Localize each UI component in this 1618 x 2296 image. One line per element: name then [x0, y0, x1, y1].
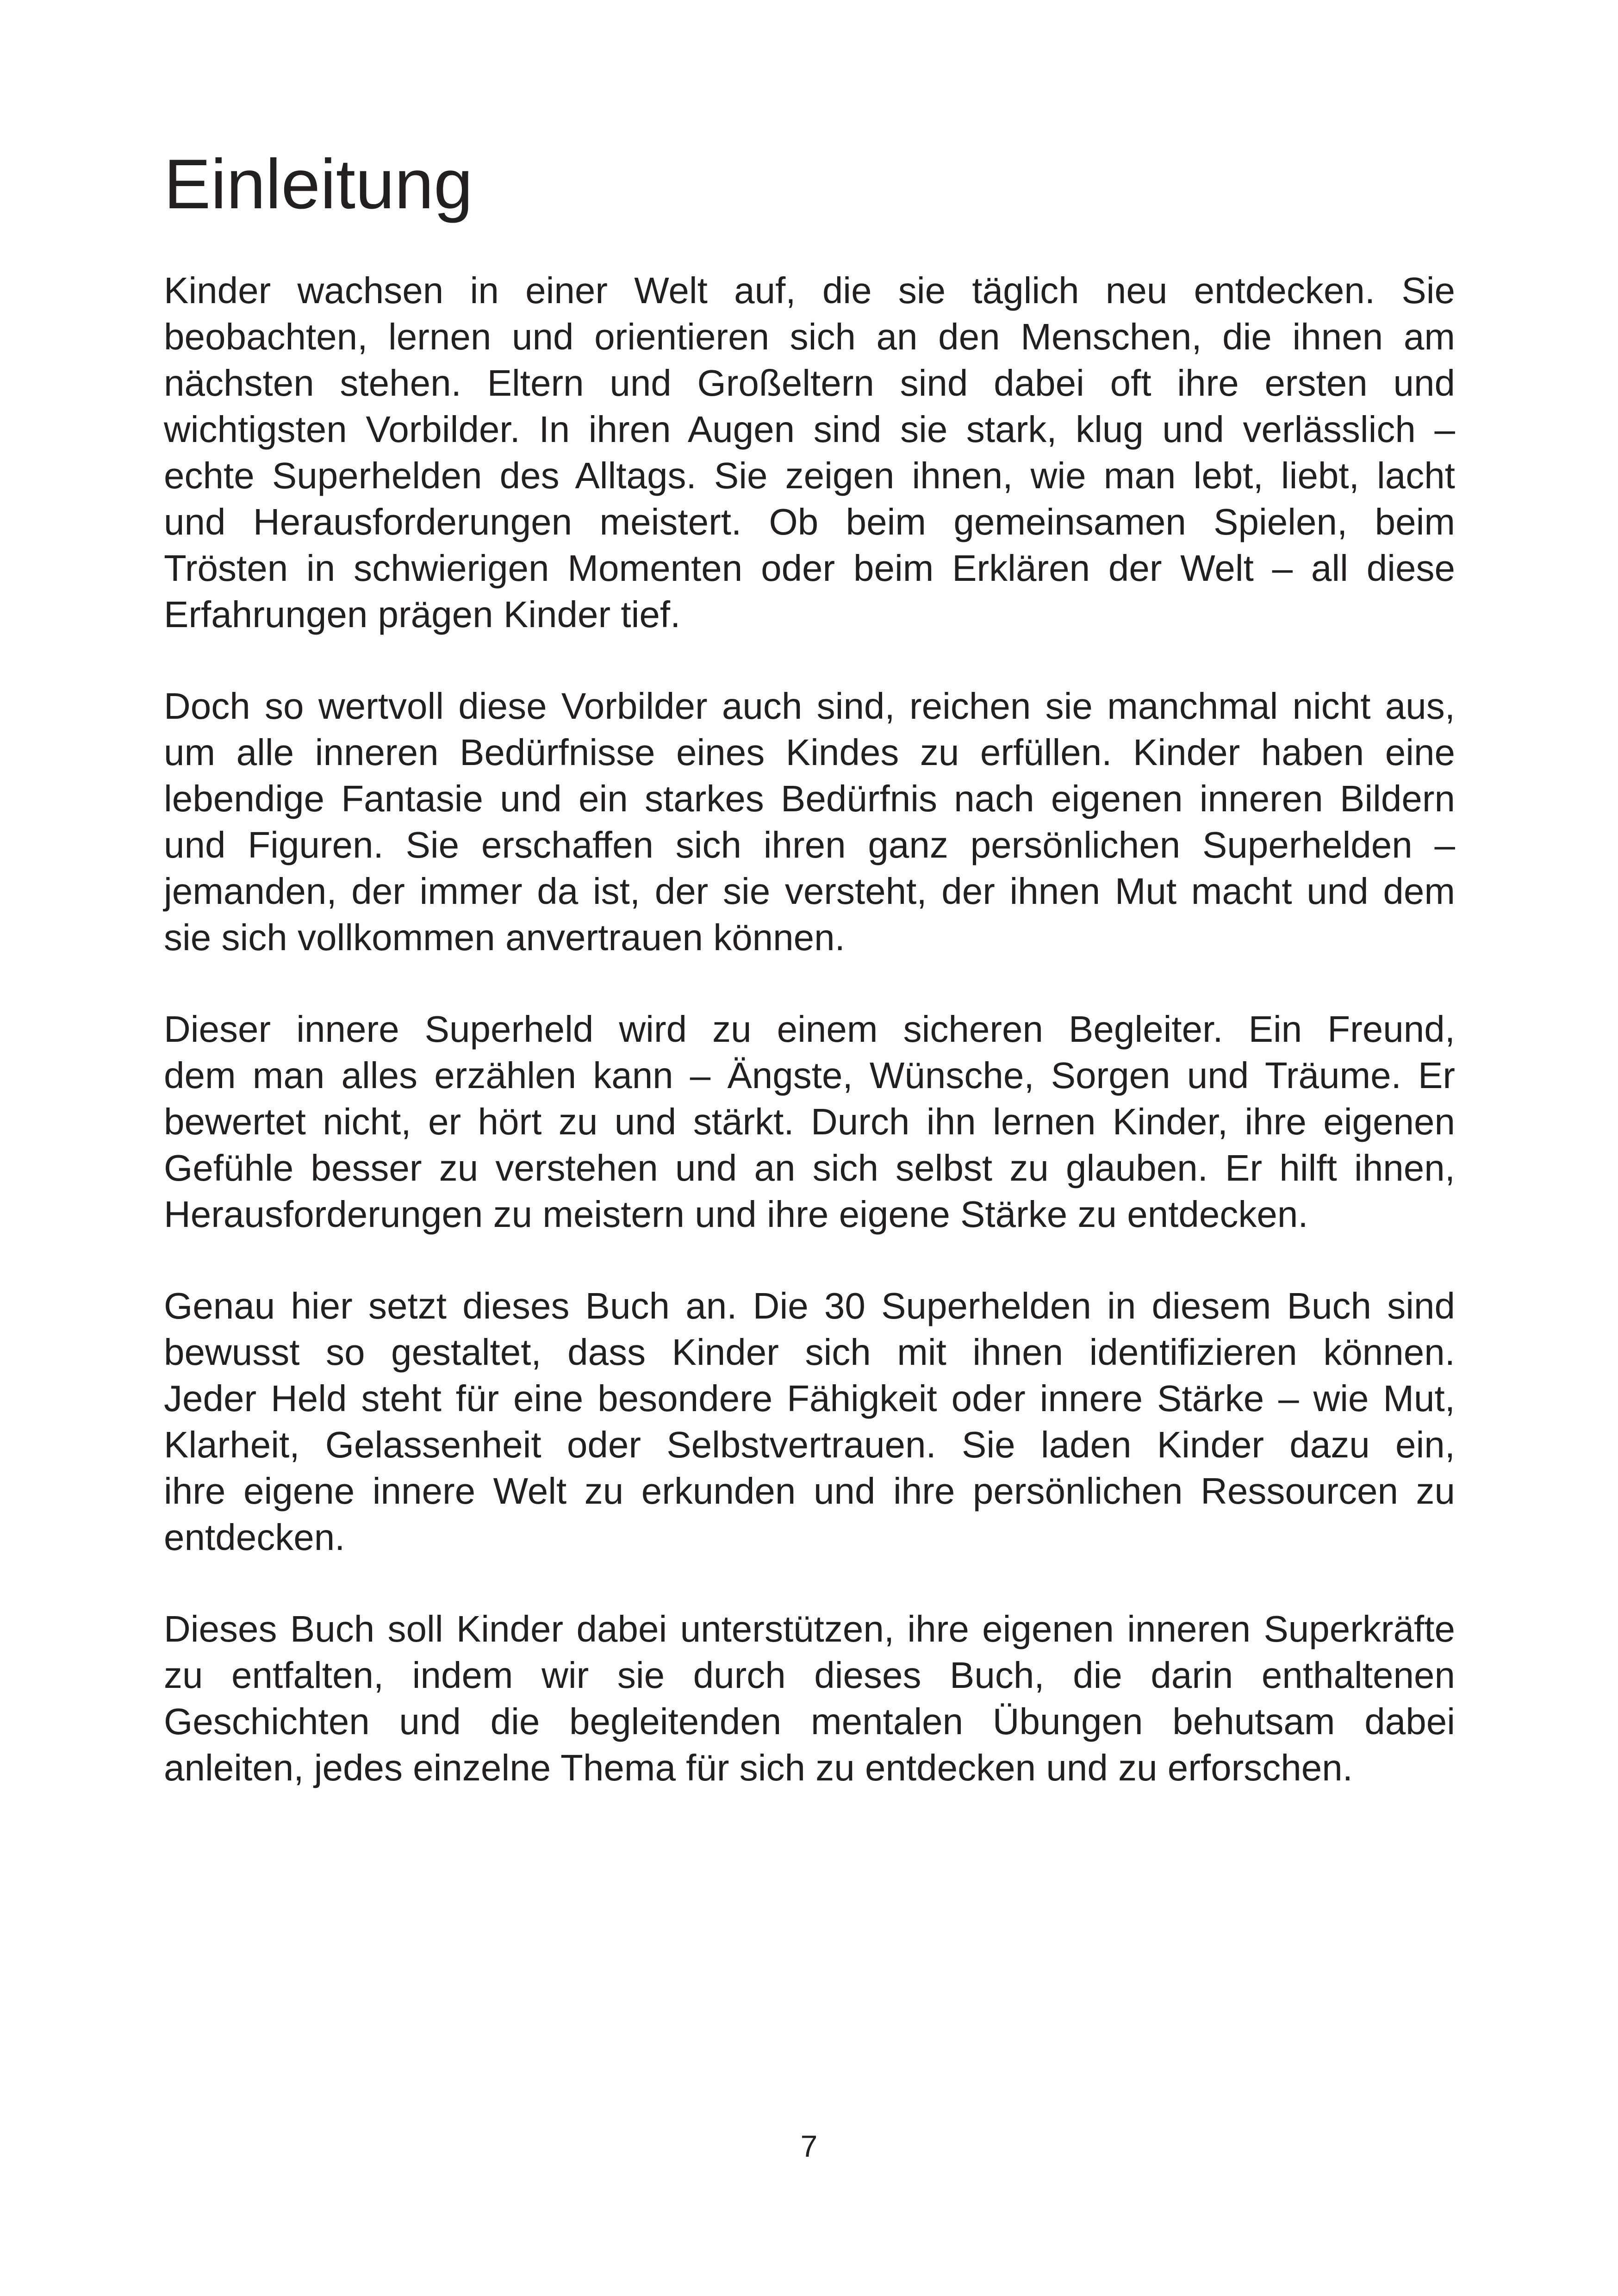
text-line: sie sich vollkommen anvertrauen können. [164, 917, 845, 958]
text-line: Gefühle besser zu verstehen und an sich selbst zu glauben. Er hilft ihnen, [164, 1147, 1455, 1188]
text-line: wichtigsten Vorbilder. In ihren Augen sind sie stark, klug und verlässlich – [164, 409, 1455, 450]
text-line: Dieser innere Superheld wird zu einem sicheren Begleiter. Ein Freund, [164, 1008, 1455, 1050]
body-text [164, 268, 1455, 1836]
text-line: dem man alles erzählen kann – Ängste, Wünsche, Sorgen und Träume. Er [164, 1055, 1455, 1096]
paragraph-3 [164, 1006, 1455, 1238]
paragraph-2 [164, 683, 1455, 961]
text-line: Erfahrungen prägen Kinder tief. [164, 594, 681, 635]
paragraph-1 [164, 268, 1455, 638]
text-line: und Figuren. Sie erschaffen sich ihren ganz persönlichen Superhelden – [164, 824, 1455, 865]
text-line: Kinder wachsen in einer Welt auf, die sie täglich neu entdecken. Sie [164, 270, 1455, 311]
text-line: Klarheit, Gelassenheit oder Selbstvertrauen. Sie laden Kinder dazu ein, [164, 1424, 1455, 1465]
text-line: um alle inneren Bedürfnisse eines Kindes zu erfüllen. Kinder haben eine [164, 732, 1455, 773]
page-title: Einleitung [164, 145, 473, 224]
paragraph-4 [164, 1283, 1455, 1561]
text-line: bewusst so gestaltet, dass Kinder sich mit ihnen identifizieren können. [164, 1332, 1455, 1373]
text-line: ihre eigene innere Welt zu erkunden und ihre persönlichen Ressourcen zu [164, 1470, 1455, 1512]
text-line: lebendige Fantasie und ein starkes Bedürfnis nach eigenen inneren Bildern [164, 778, 1455, 819]
page-number: 7 [800, 2129, 818, 2163]
text-line: Geschichten und die begleitenden mentalen Übungen behutsam dabei [164, 1701, 1455, 1742]
text-line: Jeder Held steht für eine besondere Fähigkeit oder innere Stärke – wie Mut, [164, 1378, 1455, 1419]
text-line: nächsten stehen. Eltern und Großeltern sind dabei oft ihre ersten und [164, 362, 1455, 404]
text-line: Trösten in schwierigen Momenten oder beim Erklären der Welt – all diese [164, 548, 1455, 589]
text-line: beobachten, lernen und orientieren sich an den Menschen, die ihnen am [164, 316, 1455, 357]
paragraph-5 [164, 1606, 1455, 1791]
text-line: bewertet nicht, er hört zu und stärkt. Durch ihn lernen Kinder, ihre eigenen [164, 1101, 1455, 1142]
text-line: anleiten, jedes einzelne Thema für sich zu entdecken und zu erforschen. [164, 1747, 1353, 1788]
text-line: Herausforderungen zu meistern und ihre eigene Stärke zu entdecken. [164, 1194, 1308, 1235]
text-line: Genau hier setzt dieses Buch an. Die 30 Superhelden in diesem Buch sind [164, 1285, 1455, 1326]
text-line: entdecken. [164, 1517, 345, 1558]
text-line: Dieses Buch soll Kinder dabei unterstützen, ihre eigenen inneren Superkräfte [164, 1608, 1455, 1649]
text-line: echte Superhelden des Alltags. Sie zeigen ihnen, wie man lebt, liebt, lacht [164, 455, 1455, 496]
text-line: und Herausforderungen meistert. Ob beim gemeinsamen Spielen, beim [164, 501, 1455, 542]
text-line: jemanden, der immer da ist, der sie versteht, der ihnen Mut macht und dem [164, 871, 1455, 912]
text-line: Doch so wertvoll diese Vorbilder auch sind, reichen sie manchmal nicht aus, [164, 685, 1455, 727]
text-line: zu entfalten, indem wir sie durch dieses Buch, die darin enthaltenen [164, 1655, 1455, 1696]
